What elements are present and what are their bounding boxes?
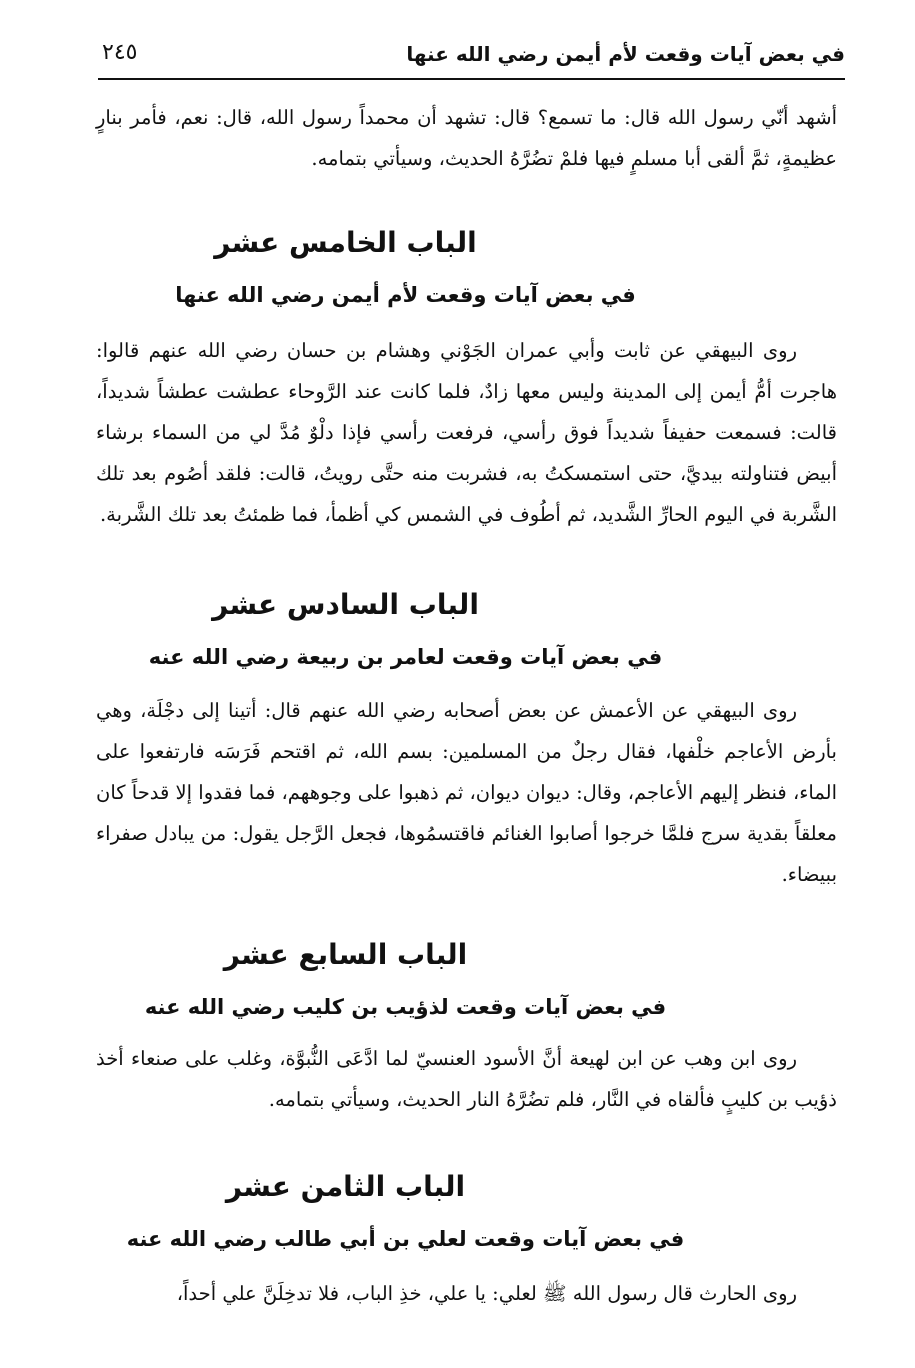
chapter-16-body: روى البيهقي عن الأعمش عن بعض أصحابه رضي الله عنهم قال: أتينا إلى دجْلَة، وهي بأرض الأعاجم خلْفها، فقال رجلٌ من المسلمين: بسم الله، ثم اقتحم فَرَسَه فارتفعوا على الماء، فنظر إليهم الأعاجم، وقال: ديوان ديوان، ثم ذهبوا على وجوههم، فما فقدوا إلا قدحاً كان معلقاً بقدية سرج فلمَّا خرجوا أصابوا الغنائم فاقتسمُوها، فجعل الرَّجل يقول: من يبادل صفراء ببيضاء. bbox=[96, 699, 837, 886]
chapter-16-title: الباب السادس عشر bbox=[212, 588, 479, 621]
running-header bbox=[98, 38, 845, 80]
chapter-16-subtitle: في بعض آيات وقعت لعامر بن ربيعة رضي الله عنه bbox=[148, 645, 663, 669]
chapter-15-body: روى البيهقي عن ثابت وأبي عمران الجَوْني وهشام بن حسان رضي الله عنهم قالوا: هاجرت أمُّ أيمن إلى المدينة وليس معها زادٌ، فلما كانت عند الرَّوحاء عطشت عطشاً شديداً، قالت: فسمعت حفيفاً شديداً فوق رأسي، فرفعت رأسي فإذا دلْوٌ مُدَّ لي من السماء برشاء أبيض فتناولته بيديَّ، حتى استمسكتُ به، فشربت منه حتَّى رويتُ، قالت: فلقد أصُوم بعد تلك الشَّربة في اليوم الحارِّ الشَّديد، ثم أطُوف في الشمس كي أظمأ، فما ظمئتُ بعد تلك الشَّربة. bbox=[96, 339, 837, 526]
chapter-15-subtitle: في بعض آيات وقعت لأم أيمن رضي الله عنها bbox=[175, 283, 636, 307]
chapter-18-title: الباب الثامن عشر bbox=[225, 1170, 466, 1203]
chapter-18-subtitle: في بعض آيات وقعت لعلي بن أبي طالب رضي الله عنه bbox=[126, 1227, 685, 1251]
chapter-17-body: روى ابن وهب عن ابن لهيعة أنَّ الأسود العنسيّ لما ادَّعَى النُّبوَّة، وغلب على صنعاء أخذ ذؤيب بن كليبٍ فألقاه في النَّار، فلم تضُرَّهُ النار الحديث، وسيأتي بتمامه. bbox=[96, 1047, 837, 1111]
chapter-17-subtitle: في بعض آيات وقعت لذؤيب بن كليب رضي الله عنه bbox=[144, 995, 667, 1019]
chapter-17-title: الباب السابع عشر bbox=[223, 938, 468, 971]
page-number: ٢٤٥ bbox=[102, 40, 138, 65]
chapter-15-title: الباب الخامس عشر bbox=[214, 226, 477, 259]
running-header-title: في بعض آيات وقعت لأم أيمن رضي الله عنها bbox=[406, 42, 845, 66]
intro-paragraph: أشهد أنّي رسول الله قال: ما تسمع؟ قال: تشهد أن محمداً رسول الله، قال: نعم، فأمر بنارٍ عظيمةٍ، ثمَّ ألقى أبا مسلمٍ فيها فلمْ تضُرَّهُ الحديث، وسيأتي بتمامه. bbox=[96, 106, 837, 170]
chapter-18-body: روى الحارث قال رسول الله ﷺ لعلي: يا علي، خذِ الباب، فلا تدخِلَنَّ علي أحداً، bbox=[176, 1282, 797, 1305]
